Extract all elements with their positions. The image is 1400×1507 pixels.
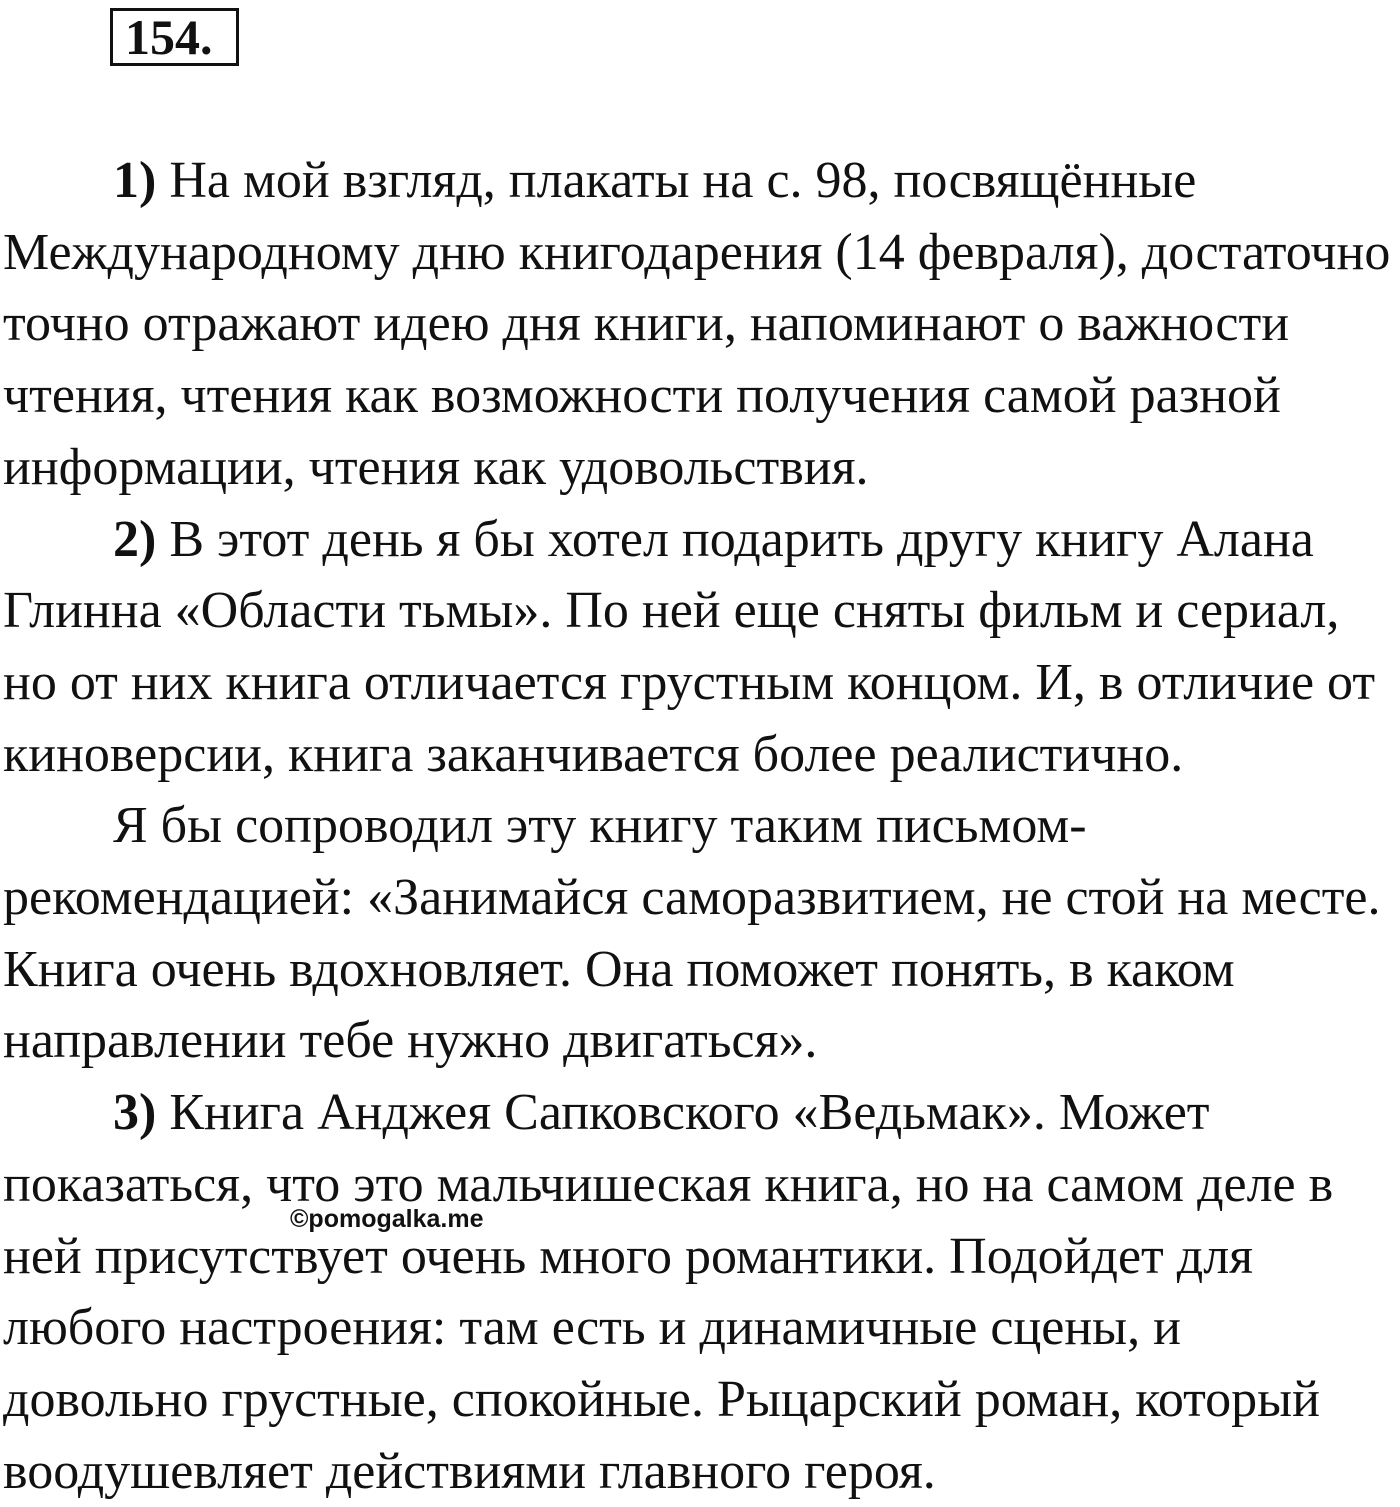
paragraph-4: [3, 1077, 1399, 1507]
paragraph-3: [3, 790, 1399, 1077]
item-number: 3): [113, 1084, 157, 1142]
answer-text: [3, 145, 1399, 1507]
paragraph-text: Я бы сопроводил эту книгу таким письмом-рекомендацией: «Занимайся саморазвитием, не стой на месте. Книга очень вдохновляет. Она поможет понять, в каком направлении тебе нужно двигаться».: [3, 797, 1381, 1070]
paragraph-text: Книга Анджея Сапковского «Ведьмак». Может показаться, что это мальчишеская книга, но на самом деле в ней присутствует очень много романтики. Подойдет для любого настроения: там есть и динамичные сцены, и довольно грустные, спокойные. Рыцарский роман, который воодушевляет действиями главного героя.: [3, 1084, 1334, 1500]
task-number: 154.: [110, 8, 239, 66]
paragraph-text: На мой взгляд, плакаты на с. 98, посвящённые Международному дню книгодарения (14 февраля), достаточно точно отражают идею дня книги, напоминают о важности чтения, чтения как возможности получения самой разной информации, чтения как удовольствия.: [3, 152, 1391, 496]
paragraph-1: [3, 145, 1399, 504]
watermark: ©pomogalka.me: [290, 1205, 484, 1233]
paragraph-2: [3, 504, 1399, 791]
item-number: 2): [113, 510, 157, 568]
paragraph-text: В этот день я бы хотел подарить другу книгу Алана Глинна «Области тьмы». По ней еще сняты фильм и сериал, но от них книга отличается грустным концом. И, в отличие от киноверсии, книга заканчивается более реалистично.: [3, 510, 1376, 783]
item-number: 1): [113, 152, 157, 209]
